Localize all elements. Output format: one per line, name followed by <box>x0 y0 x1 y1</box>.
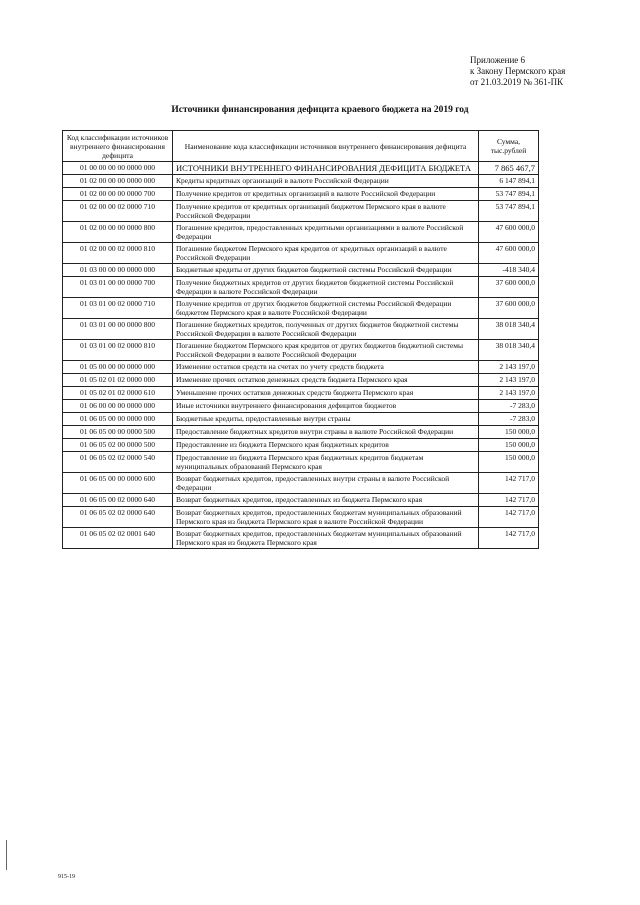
cell-sum: 38 018 340,4 <box>479 319 539 340</box>
appendix-line-1: Приложение 6 <box>470 55 526 65</box>
cell-sum: 150 000,0 <box>479 439 539 452</box>
table-row <box>63 473 539 494</box>
cell-name: Погашение бюджетом Пермского края кредитов от других бюджетов бюджетной системы Российской Федерации в валюте Российской Федерации <box>173 340 479 361</box>
table-row <box>63 277 539 298</box>
table-row <box>63 340 539 361</box>
cell-code: 01 02 00 00 02 0000 710 <box>63 201 173 222</box>
cell-code: 01 06 05 02 02 0001 640 <box>63 528 173 549</box>
cell-name: Погашение кредитов, предоставленных кредитными организациями в валюте Российской Федерации <box>173 222 479 243</box>
cell-code: 01 06 05 00 02 0000 640 <box>63 494 173 507</box>
cell-sum: 142 717,0 <box>479 473 539 494</box>
cell-code: 01 06 05 00 00 0000 000 <box>63 413 173 426</box>
cell-name: Получение кредитов от кредитных организаций бюджетом Пермского края в валюте Российской Федерации <box>173 201 479 222</box>
cell-name: Бюджетные кредиты от других бюджетов бюджетной системы Российской Федерации <box>173 264 479 277</box>
table-row <box>63 452 539 473</box>
cell-sum: -7 283,0 <box>479 413 539 426</box>
cell-code: 01 06 05 02 02 0000 640 <box>63 507 173 528</box>
cell-sum: 47 600 000,0 <box>479 243 539 264</box>
cell-code: 01 02 00 00 00 0000 700 <box>63 188 173 201</box>
cell-code: 01 03 01 00 02 0000 810 <box>63 340 173 361</box>
cell-sum: 53 747 894,1 <box>479 201 539 222</box>
table-row <box>63 188 539 201</box>
table-row <box>63 222 539 243</box>
cell-sum: 47 600 000,0 <box>479 222 539 243</box>
cell-code: 01 06 05 02 02 0000 540 <box>63 452 173 473</box>
cell-code: 01 03 01 00 02 0000 710 <box>63 298 173 319</box>
cell-sum: 150 000,0 <box>479 426 539 439</box>
cell-name: Погашение бюджетом Пермского края кредитов от кредитных организаций в валюте Российской Федерации <box>173 243 479 264</box>
table-header-row <box>63 131 539 162</box>
cell-code: 01 06 05 00 00 0000 600 <box>63 473 173 494</box>
cell-code: 01 03 01 00 00 0000 800 <box>63 319 173 340</box>
cell-code: 01 03 00 00 00 0000 000 <box>63 264 173 277</box>
cell-name: Получение кредитов от кредитных организаций в валюте Российской Федерации <box>173 188 479 201</box>
table-row <box>63 426 539 439</box>
cell-sum: 37 600 000,0 <box>479 298 539 319</box>
cell-sum: 38 018 340,4 <box>479 340 539 361</box>
cell-name: ИСТОЧНИКИ ВНУТРЕННЕГО ФИНАНСИРОВАНИЯ ДЕФИЦИТА БЮДЖЕТА <box>173 162 479 175</box>
cell-name: Предоставление из бюджета Пермского края бюджетных кредитов бюджетам муниципальных образований Пермского края <box>173 452 479 473</box>
table-row <box>63 374 539 387</box>
table-row <box>63 264 539 277</box>
cell-sum: 142 717,0 <box>479 507 539 528</box>
cell-sum: -418 340,4 <box>479 264 539 277</box>
cell-name: Изменение остатков средств на счетах по учету средств бюджета <box>173 361 479 374</box>
margin-mark <box>6 840 7 870</box>
table-row <box>63 319 539 340</box>
cell-code: 01 06 00 00 00 0000 000 <box>63 400 173 413</box>
cell-code: 01 00 00 00 00 0000 000 <box>63 162 173 175</box>
table-row <box>63 162 539 175</box>
table-row <box>63 400 539 413</box>
table-row <box>63 494 539 507</box>
cell-sum: 53 747 894,1 <box>479 188 539 201</box>
cell-name: Возврат бюджетных кредитов, предоставленных внутри страны в валюте Российской Федерации <box>173 473 479 494</box>
cell-name: Уменьшение прочих остатков денежных средств бюджета Пермского края <box>173 387 479 400</box>
header-sum: Сумма, тыс.рублей <box>479 131 539 162</box>
cell-code: 01 02 00 00 00 0000 000 <box>63 175 173 188</box>
cell-sum: 7 865 467,7 <box>479 162 539 175</box>
cell-sum: 150 000,0 <box>479 452 539 473</box>
footer-number: 915-19 <box>58 874 75 880</box>
table-row <box>63 413 539 426</box>
table-row <box>63 507 539 528</box>
cell-sum: 6 147 894,1 <box>479 175 539 188</box>
cell-name: Получение кредитов от других бюджетов бюджетной системы Российской Федерации бюджетом Пермского края в валюте Российской Федерации <box>173 298 479 319</box>
cell-code: 01 05 00 00 00 0000 000 <box>63 361 173 374</box>
cell-code: 01 02 00 00 02 0000 810 <box>63 243 173 264</box>
cell-name: Предоставление бюджетных кредитов внутри страны в валюте Российской Федерации <box>173 426 479 439</box>
header-name: Наименование кода классификации источников внутреннего финансирования дефицита <box>173 131 479 162</box>
cell-code: 01 02 00 00 00 0000 800 <box>63 222 173 243</box>
table-row <box>63 361 539 374</box>
cell-code: 01 03 01 00 00 0000 700 <box>63 277 173 298</box>
cell-sum: -7 283,0 <box>479 400 539 413</box>
cell-sum: 142 717,0 <box>479 494 539 507</box>
table-row <box>63 298 539 319</box>
cell-name: Получение бюджетных кредитов от других бюджетов бюджетной системы Российской Федерации в валюте Российской Федерации <box>173 277 479 298</box>
financing-sources-table <box>62 130 539 549</box>
table-row <box>63 175 539 188</box>
cell-name: Изменение прочих остатков денежных средств бюджета Пермского края <box>173 374 479 387</box>
table-row <box>63 528 539 549</box>
cell-name: Кредиты кредитных организаций в валюте Российской Федерации <box>173 175 479 188</box>
appendix-line-3: от 21.03.2019 № 361-ПК <box>470 77 564 87</box>
table-row <box>63 201 539 222</box>
table-row <box>63 387 539 400</box>
cell-sum: 2 143 197,0 <box>479 361 539 374</box>
appendix-line-2: к Закону Пермского края <box>470 66 566 76</box>
cell-code: 01 05 02 01 02 0000 610 <box>63 387 173 400</box>
cell-code: 01 05 02 01 02 0000 000 <box>63 374 173 387</box>
table-row <box>63 439 539 452</box>
cell-name: Предоставление из бюджета Пермского края бюджетных кредитов <box>173 439 479 452</box>
cell-code: 01 06 05 02 00 0000 500 <box>63 439 173 452</box>
header-code: Код классификации источников внутреннего финансирования дефицита <box>63 131 173 162</box>
cell-sum: 2 143 197,0 <box>479 374 539 387</box>
cell-sum: 2 143 197,0 <box>479 387 539 400</box>
cell-name: Иные источники внутреннего финансирования дефицитов бюджетов <box>173 400 479 413</box>
table-row <box>63 243 539 264</box>
cell-sum: 142 717,0 <box>479 528 539 549</box>
cell-name: Возврат бюджетных кредитов, предоставленных бюджетам муниципальных образований Пермского края из бюджета Пермского края <box>173 528 479 549</box>
cell-name: Бюджетные кредиты, предоставленные внутри страны <box>173 413 479 426</box>
cell-sum: 37 600 000,0 <box>479 277 539 298</box>
cell-name: Погашение бюджетных кредитов, полученных от других бюджетов бюджетной системы Российской Федерации в валюте Российской Федерации <box>173 319 479 340</box>
cell-code: 01 06 05 00 00 0000 500 <box>63 426 173 439</box>
cell-name: Возврат бюджетных кредитов, предоставленных из бюджета Пермского края <box>173 494 479 507</box>
cell-name: Возврат бюджетных кредитов, предоставленных бюджетам муниципальных образований Пермского края из бюджета Пермского края в валюте Российской Федерации <box>173 507 479 528</box>
document-title: Источники финансирования дефицита краевого бюджета на 2019 год <box>171 105 469 115</box>
appendix-header <box>470 55 620 88</box>
